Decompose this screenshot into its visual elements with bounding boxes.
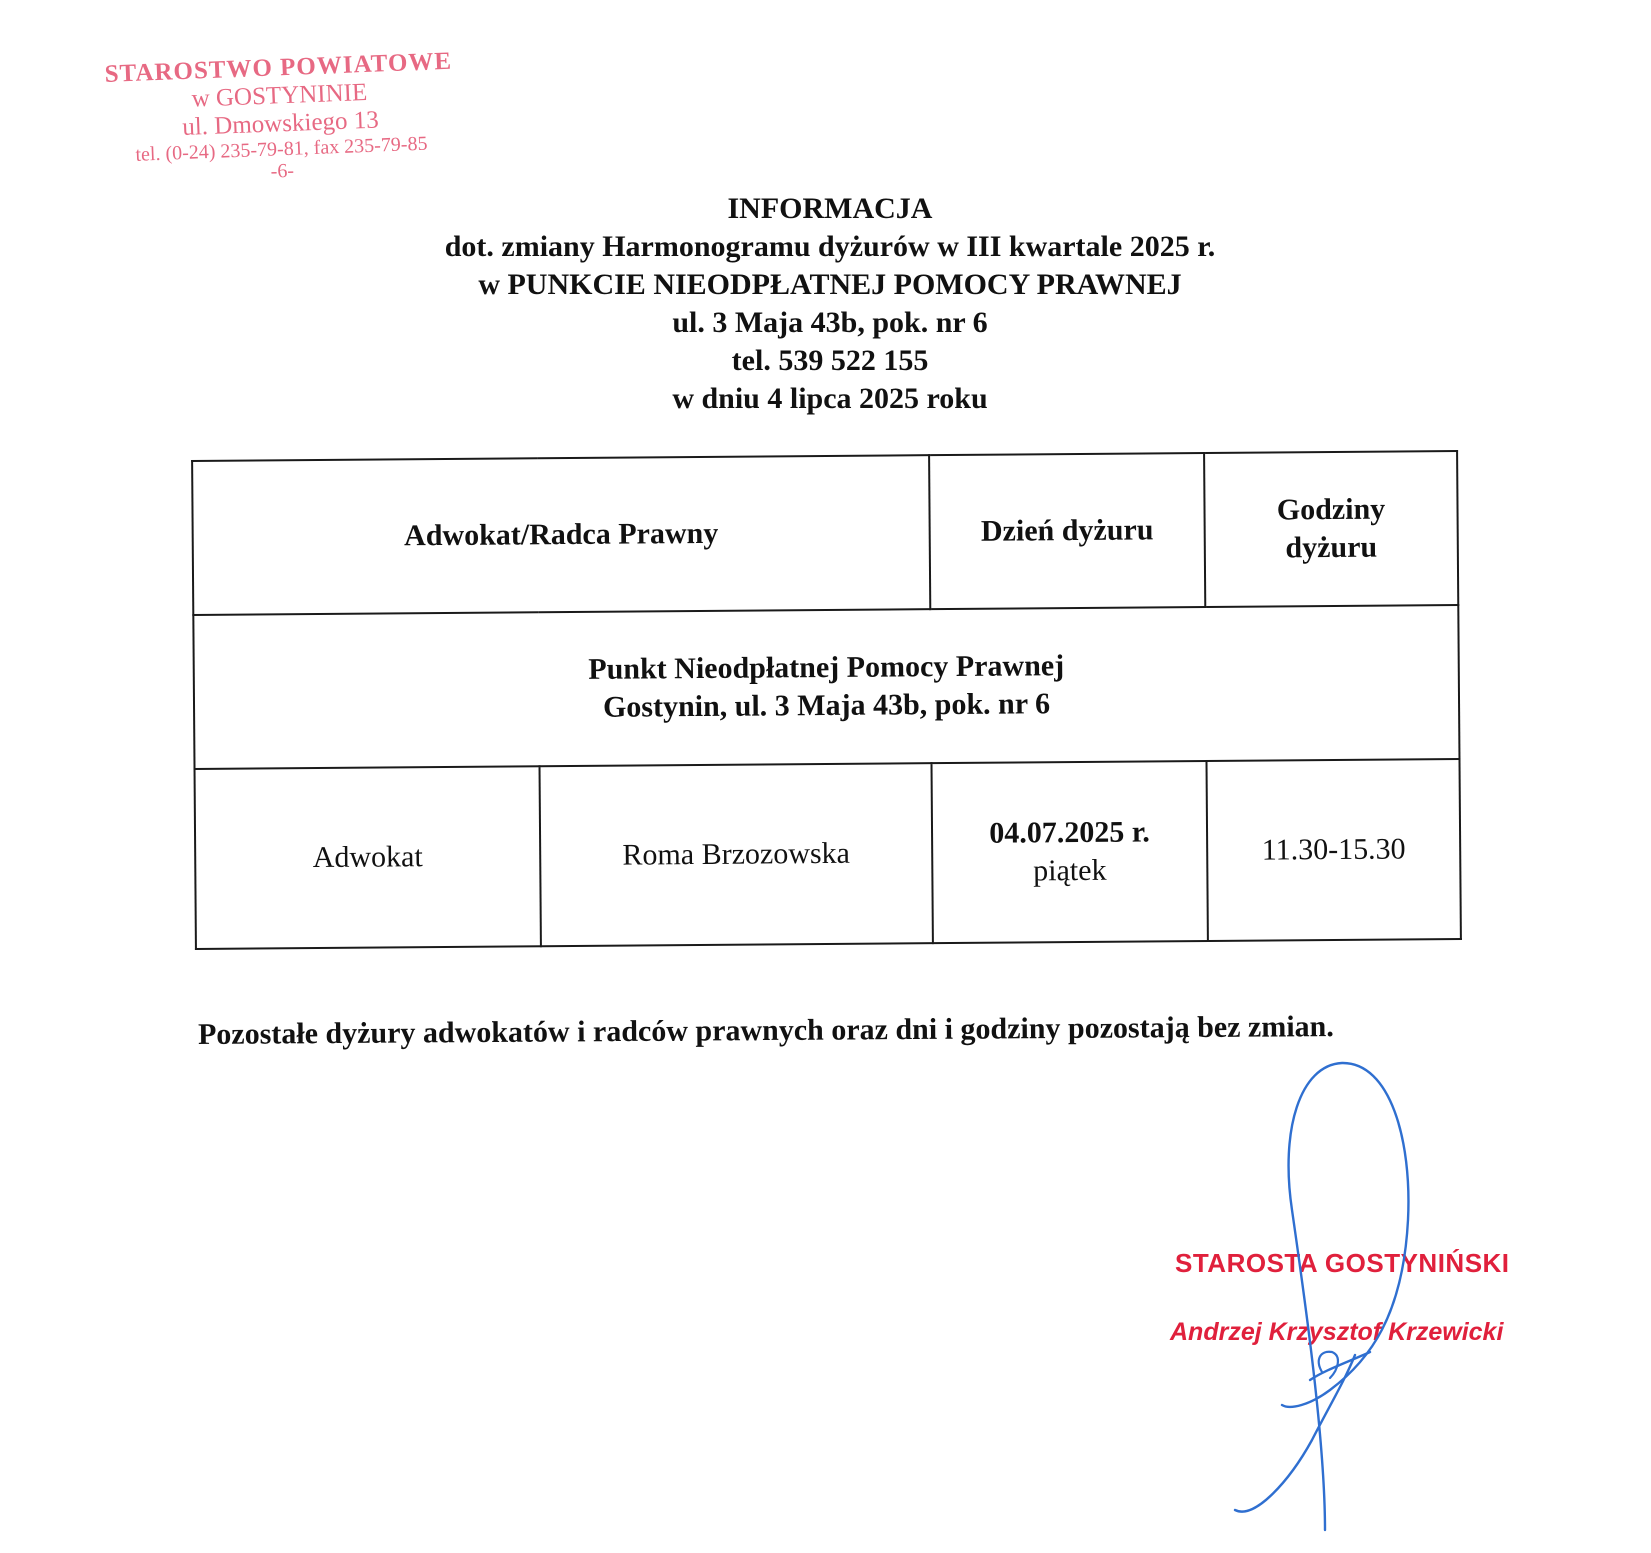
table-header-row: [192, 451, 1458, 615]
cell-weekday: piątek: [1033, 853, 1107, 888]
heading-line-4: tel. 539 522 155: [731, 344, 929, 377]
table-location-row: [193, 605, 1459, 769]
header-hours-line-2: dyżuru: [1285, 530, 1378, 565]
signature-stroke-loop: [1282, 1063, 1408, 1530]
signature-stroke-slash: [1235, 1355, 1355, 1512]
document-heading: [330, 190, 1330, 418]
cell-name: Roma Brzozowska: [540, 763, 933, 946]
location-cell: [193, 605, 1459, 769]
heading-line-1: dot. zmiany Harmonogramu dyżurów w III kwartale 2025 r.: [444, 230, 1216, 263]
stamp-office: STAROSTWO POWIATOWE: [104, 47, 453, 88]
signature-stroke-hook: [1319, 1352, 1338, 1378]
heading-title: INFORMACJA: [727, 192, 933, 225]
header-lawyer: Adwokat/Radca Prawny: [192, 455, 930, 615]
closing-note: Pozostałe dyżury adwokatów i radców prawnych oraz dni i godziny pozostają bez zmian.: [197, 1010, 1334, 1051]
stamp-street: ul. Dmowskiego 13: [181, 106, 380, 142]
location-line-2: Gostynin, ul. 3 Maja 43b, pok. nr 6: [602, 687, 1051, 724]
header-hours-line-1: Godziny: [1276, 492, 1386, 527]
table-row: [195, 759, 1461, 949]
signature-title: STAROSTA GOSTYNIŃSKI: [1175, 1248, 1510, 1278]
cell-date-value: 04.07.2025 r.: [989, 815, 1150, 850]
duty-schedule-table: [191, 450, 1462, 950]
stamp-city: w GOSTYNINIE: [191, 78, 368, 113]
heading-line-5: w dniu 4 lipca 2025 roku: [672, 382, 988, 415]
cell-role: Adwokat: [195, 766, 541, 949]
header-hours: [1204, 451, 1458, 607]
office-stamp: [78, 47, 483, 191]
cell-date: [931, 761, 1207, 943]
signature-stroke-cross: [1310, 1352, 1370, 1380]
heading-line-2: w PUNKCIE NIEODPŁATNEJ POMOCY PRAWNEJ: [478, 268, 1182, 301]
handwritten-signature: [1230, 1060, 1460, 1550]
signature-name: Andrzej Krzysztof Krzewicki: [1170, 1318, 1504, 1346]
location-line-1: Punkt Nieodpłatnej Pomocy Prawnej: [588, 649, 1065, 686]
cell-hours: 11.30-15.30: [1206, 759, 1460, 941]
stamp-phone: tel. (0-24) 235-79-81, fax 235-79-85: [135, 132, 428, 166]
heading-line-3: ul. 3 Maja 43b, pok. nr 6: [672, 306, 988, 339]
header-day: Dzień dyżuru: [929, 453, 1205, 609]
stamp-number: -6-: [270, 160, 295, 184]
